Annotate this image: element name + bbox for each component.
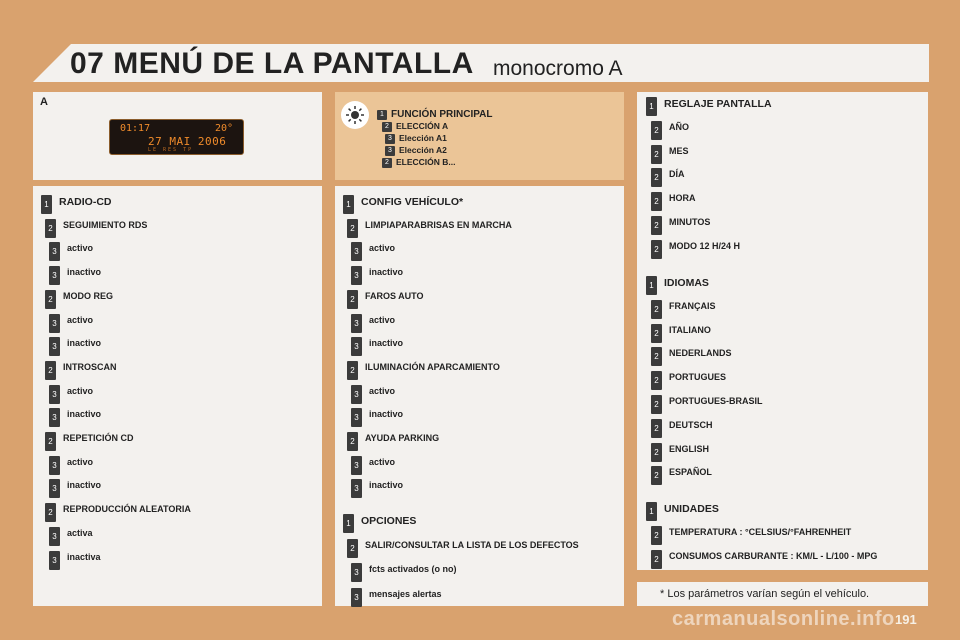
level-3-badge: 3 <box>351 242 362 261</box>
display-label-a: A <box>40 96 48 108</box>
watermark: carmanualsonline.info <box>672 608 895 630</box>
level-3-badge: 3 <box>385 146 395 156</box>
level-1-badge: 1 <box>343 195 354 214</box>
menu-item-label: REPRODUCCIÓN ALEATORIA <box>63 504 191 515</box>
level-2-badge: 2 <box>45 432 56 451</box>
menu-item-label: CONFIG VEHÍCULO* <box>361 196 464 208</box>
menu-item-label: INTROSCAN <box>63 361 117 372</box>
level-2-badge: 2 <box>651 347 662 366</box>
menu-item-label: inactivo <box>369 480 404 491</box>
level-3-badge: 3 <box>351 588 362 607</box>
panel-funcion-principal <box>335 92 624 180</box>
menu-item-label: Elección A1 <box>399 133 447 143</box>
level-2-badge: 2 <box>347 290 358 309</box>
menu-item-label: MES <box>669 145 689 156</box>
page-subtitle: monocromo A <box>493 57 623 80</box>
menu-item-label: Elección A2 <box>399 145 447 155</box>
level-2-badge: 2 <box>651 121 662 140</box>
level-2-badge: 2 <box>651 395 662 414</box>
level-2-badge: 2 <box>347 432 358 451</box>
level-2-badge: 2 <box>651 145 662 164</box>
level-2-badge: 2 <box>651 419 662 438</box>
menu-item-label: inactiva <box>67 551 101 562</box>
level-3-badge: 3 <box>49 266 60 285</box>
menu-item-label: inactivo <box>369 338 404 349</box>
menu-item-label: ELECCIÓN A <box>396 121 449 131</box>
level-3-badge: 3 <box>351 314 362 333</box>
menu-item-label: ESPAÑOL <box>669 467 712 478</box>
level-2-badge: 2 <box>651 300 662 319</box>
menu-item-label: MODO REG <box>63 290 114 301</box>
page-title: 07 MENÚ DE LA PANTALLA <box>70 47 474 80</box>
menu-item-label: TEMPERATURA : °CELSIUS/°FAHRENHEIT <box>669 526 852 537</box>
display-indicators: LE RES TP <box>148 147 194 153</box>
menu-item-label: HORA <box>669 193 696 204</box>
menu-item-label: NEDERLANDS <box>669 348 732 359</box>
menu-item-label: inactivo <box>369 409 404 420</box>
menu-item-label: MODO 12 H/24 H <box>669 240 741 251</box>
menu-item-label: ENGLISH <box>669 443 710 454</box>
level-2-badge: 2 <box>382 158 392 168</box>
level-2-badge: 2 <box>347 539 358 558</box>
menu-item-label: FUNCIÓN PRINCIPAL <box>391 109 493 120</box>
menu-item-label: inactivo <box>67 267 102 278</box>
level-2-badge: 2 <box>651 324 662 343</box>
menu-item-label: ELECCIÓN B... <box>396 157 456 167</box>
menu-item-label: fcts activados (o no) <box>369 564 457 575</box>
level-2-badge: 2 <box>651 466 662 485</box>
menu-item-label: SALIR/CONSULTAR LA LISTA DE LOS DEFECTOS <box>365 539 579 550</box>
menu-item-label: activo <box>369 456 396 467</box>
menu-item-label: UNIDADES <box>664 503 719 515</box>
menu-item-label: activo <box>67 314 94 325</box>
level-3-badge: 3 <box>351 337 362 356</box>
display-time: 01:17 <box>120 123 151 134</box>
level-3-badge: 3 <box>49 408 60 427</box>
menu-item-label: ILUMINACIÓN APARCAMIENTO <box>365 361 500 372</box>
level-3-badge: 3 <box>49 456 60 475</box>
level-2-badge: 2 <box>347 361 358 380</box>
menu-item-label: CONSUMOS CARBURANTE : KM/L - L/100 - MPG <box>669 550 878 561</box>
menu-item-label: activo <box>67 456 94 467</box>
level-2-badge: 2 <box>45 290 56 309</box>
menu-item-label: FAROS AUTO <box>365 290 424 301</box>
menu-item-label: inactivo <box>67 480 102 491</box>
level-2-badge: 2 <box>651 443 662 462</box>
monochrome-display <box>109 119 244 155</box>
level-1-badge: 1 <box>343 514 354 533</box>
menu-item-label: SEGUIMIENTO RDS <box>63 219 148 230</box>
menu-item-label: activo <box>67 385 94 396</box>
level-3-badge: 3 <box>49 527 60 546</box>
level-1-badge: 1 <box>646 276 657 295</box>
level-1-badge: 1 <box>377 110 387 120</box>
menu-item-label: activo <box>369 314 396 325</box>
level-2-badge: 2 <box>651 240 662 259</box>
menu-item-label: ITALIANO <box>669 324 711 335</box>
level-2-badge: 2 <box>45 361 56 380</box>
display-temperature: 20° <box>214 123 233 134</box>
menu-item-label: LIMPIAPARABRISAS EN MARCHA <box>365 219 512 230</box>
level-3-badge: 3 <box>385 134 395 144</box>
menu-item-label: PORTUGUES <box>669 372 727 383</box>
level-3-badge: 3 <box>351 266 362 285</box>
level-2-badge: 2 <box>45 219 56 238</box>
menu-item-label: OPCIONES <box>361 515 417 527</box>
menu-item-label: REGLAJE PANTALLA <box>664 98 772 110</box>
level-2-badge: 2 <box>651 371 662 390</box>
level-3-badge: 3 <box>49 314 60 333</box>
footnote: * Los parámetros varían según el vehículo. <box>660 588 870 600</box>
level-2-badge: 2 <box>347 219 358 238</box>
level-3-badge: 3 <box>49 479 60 498</box>
display-date: 27 MAI 2006 <box>148 135 227 148</box>
level-2-badge: 2 <box>45 503 56 522</box>
level-1-badge: 1 <box>646 97 657 116</box>
level-3-badge: 3 <box>351 563 362 582</box>
menu-item-label: mensajes alertas <box>369 589 442 600</box>
level-2-badge: 2 <box>382 122 392 132</box>
menu-item-label: MINUTOS <box>669 217 711 227</box>
level-3-badge: 3 <box>49 551 60 570</box>
level-3-badge: 3 <box>49 385 60 404</box>
menu-item-label: DÍA <box>669 169 685 180</box>
menu-item-label: activo <box>67 243 94 254</box>
level-3-badge: 3 <box>351 456 362 475</box>
menu-item-label: REPETICIÓN CD <box>63 433 134 443</box>
level-3-badge: 3 <box>49 337 60 356</box>
menu-item-label: inactivo <box>67 338 102 349</box>
menu-item-label: activo <box>369 385 396 396</box>
menu-item-label: DEUTSCH <box>669 419 713 430</box>
level-3-badge: 3 <box>351 408 362 427</box>
level-3-badge: 3 <box>351 479 362 498</box>
menu-item-label: PORTUGUES-BRASIL <box>669 396 763 406</box>
level-1-badge: 1 <box>646 502 657 521</box>
level-2-badge: 2 <box>651 168 662 187</box>
menu-item-label: inactivo <box>369 267 404 278</box>
light-icon <box>341 101 369 129</box>
menu-item-label: AYUDA PARKING <box>365 433 440 443</box>
level-2-badge: 2 <box>651 550 662 569</box>
level-2-badge: 2 <box>651 192 662 211</box>
menu-item-label: inactivo <box>67 409 102 420</box>
menu-item-label: IDIOMAS <box>664 277 709 289</box>
menu-item-label: FRANÇAIS <box>669 300 716 311</box>
level-3-badge: 3 <box>49 242 60 261</box>
menu-item-label: RADIO-CD <box>59 196 112 208</box>
page-number: 191 <box>895 612 917 627</box>
level-3-badge: 3 <box>351 385 362 404</box>
menu-item-label: activo <box>369 243 396 254</box>
menu-item-label: activa <box>67 527 93 538</box>
level-1-badge: 1 <box>41 195 52 214</box>
menu-item-label: AÑO <box>669 121 689 132</box>
level-2-badge: 2 <box>651 526 662 545</box>
level-2-badge: 2 <box>651 216 662 235</box>
